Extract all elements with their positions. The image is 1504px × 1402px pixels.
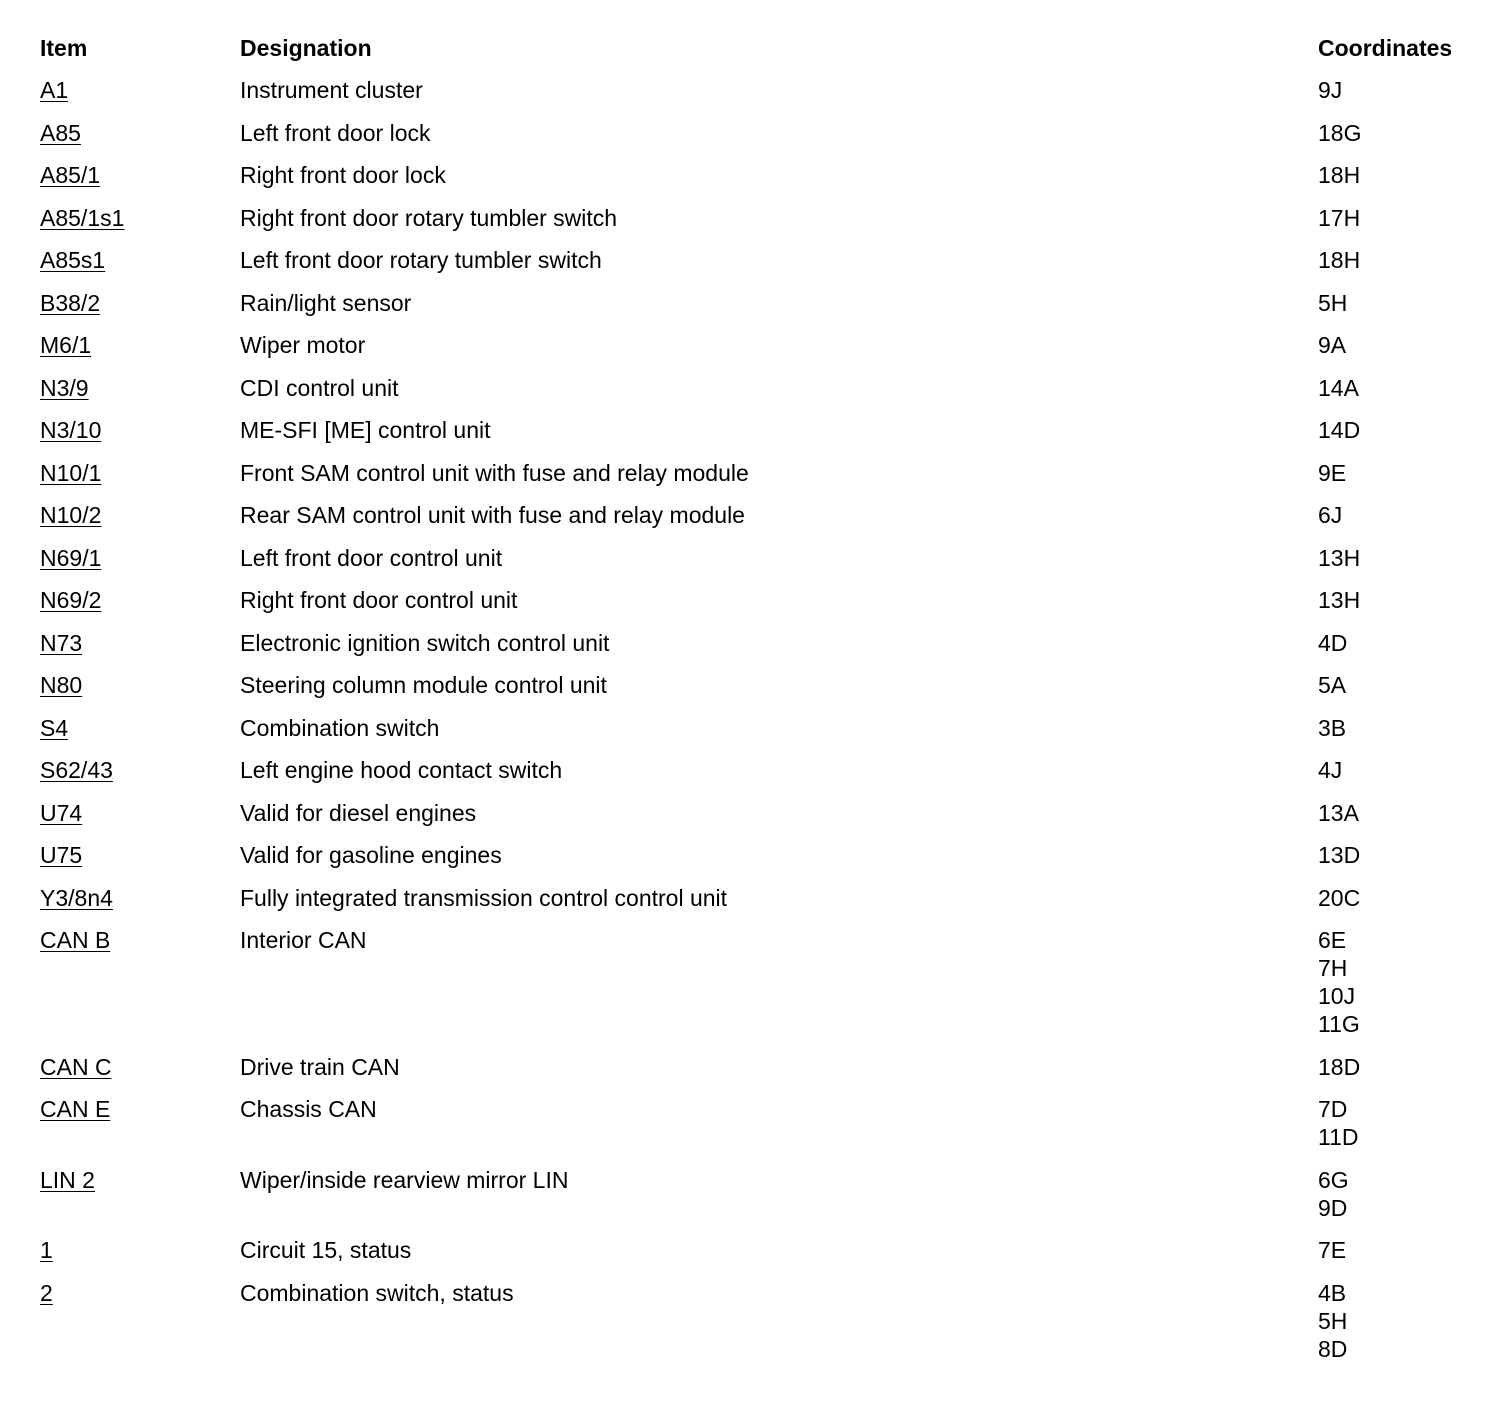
coordinate-value: 13H (1318, 544, 1361, 571)
item-link[interactable]: S4 (40, 714, 69, 741)
item-code (40, 501, 101, 529)
item-code (40, 289, 100, 317)
item-code (40, 459, 101, 487)
item-coordinates (1318, 501, 1342, 529)
item-code (40, 331, 91, 359)
item-code (40, 204, 124, 232)
header-coordinates: Coordinates (1318, 35, 1453, 61)
coordinate-value: 9J (1318, 77, 1343, 103)
item-link[interactable]: S62/43 (40, 757, 113, 783)
item-coordinates (1318, 799, 1359, 827)
coordinate-value: 5H (1318, 289, 1348, 316)
item-designation: Left front door control unit (240, 544, 503, 571)
coordinate-value: 13H (1318, 587, 1361, 613)
item-designation: Instrument cluster (240, 77, 423, 103)
item-code (40, 841, 82, 869)
item-coordinates (1318, 459, 1346, 487)
item-code (40, 544, 101, 572)
coordinate-value: 7H (1318, 955, 1348, 981)
coordinate-value: 7D (1318, 1096, 1348, 1122)
item-link[interactable]: 2 (40, 1279, 53, 1306)
item-coordinates (1318, 416, 1360, 444)
header-item: Item (40, 35, 88, 61)
coordinate-value: 8D (1318, 1335, 1348, 1362)
coordinate-value: 9D (1318, 1194, 1348, 1221)
item-link[interactable]: U74 (40, 799, 83, 826)
item-link[interactable]: N69/1 (40, 544, 102, 571)
item-code (40, 714, 68, 742)
item-designation: Valid for diesel engines (240, 799, 477, 826)
item-link[interactable]: N3/10 (40, 417, 102, 443)
coordinate-value: 3B (1318, 714, 1347, 741)
item-code (40, 119, 81, 147)
item-coordinates (1318, 246, 1360, 274)
item-code (40, 629, 82, 657)
item-code (40, 1236, 53, 1264)
coordinate-value: 4B (1318, 1279, 1347, 1306)
coordinate-value: 11G (1318, 1011, 1360, 1037)
item-coordinates (1318, 119, 1361, 147)
item-link[interactable]: CAN C (40, 1053, 112, 1080)
item-designation: Valid for gasoline engines (240, 842, 502, 868)
item-coordinates (1318, 331, 1346, 359)
item-designation: ME-SFI [ME] control unit (240, 417, 491, 443)
item-code (40, 586, 101, 614)
item-designation: Wiper/inside rearview mirror LIN (240, 1166, 569, 1193)
coordinate-value: 6J (1318, 502, 1343, 528)
coordinate-value: 10J (1318, 983, 1356, 1009)
coordinate-value: 9E (1318, 459, 1347, 486)
coordinate-value: 6G (1318, 1166, 1349, 1193)
item-link[interactable]: A85 (40, 119, 81, 146)
item-link[interactable]: Y3/8n4 (40, 884, 113, 911)
item-coordinates (1318, 1279, 1347, 1363)
item-designation: Interior CAN (240, 927, 367, 953)
item-coordinates (1318, 161, 1360, 189)
item-coordinates (1318, 1095, 1359, 1151)
item-coordinates (1318, 1166, 1349, 1222)
coordinate-value: 18D (1318, 1053, 1361, 1080)
header-designation: Designation (240, 35, 372, 61)
item-code (40, 1166, 95, 1194)
item-link[interactable]: N80 (40, 672, 83, 698)
item-designation: Rain/light sensor (240, 289, 412, 316)
coordinate-value: 14A (1318, 374, 1359, 401)
item-code (40, 926, 110, 954)
coordinate-value: 7E (1318, 1237, 1347, 1263)
item-link[interactable]: U75 (40, 842, 83, 868)
coordinate-value: 18G (1318, 119, 1362, 146)
coordinate-value: 5A (1318, 672, 1347, 698)
item-designation: Left front door lock (240, 119, 431, 146)
item-code (40, 246, 105, 274)
item-link[interactable]: N69/2 (40, 587, 102, 613)
item-designation: CDI control unit (240, 374, 399, 401)
item-link[interactable]: N73 (40, 629, 83, 656)
item-link[interactable]: CAN B (40, 927, 111, 953)
item-designation: Left engine hood contact switch (240, 757, 563, 783)
item-designation: Steering column module control unit (240, 672, 607, 698)
item-code (40, 671, 82, 699)
item-designation: Wiper motor (240, 332, 366, 358)
item-coordinates (1318, 204, 1360, 232)
coordinate-value: 6E (1318, 927, 1347, 953)
coordinate-value: 11D (1318, 1124, 1359, 1150)
item-code (40, 1095, 110, 1123)
item-code (40, 884, 113, 912)
item-coordinates (1318, 629, 1347, 657)
item-code (40, 799, 82, 827)
item-link[interactable]: A85/1 (40, 162, 101, 188)
item-designation: Fully integrated transmission control control unit (240, 884, 728, 911)
item-coordinates (1318, 884, 1360, 912)
item-designation: Electronic ignition switch control unit (240, 629, 610, 656)
item-link[interactable]: M6/1 (40, 332, 92, 358)
item-coordinates (1318, 544, 1360, 572)
item-designation: Right front door rotary tumbler switch (240, 204, 618, 231)
coordinate-value: 13A (1318, 799, 1359, 826)
coordinate-value: 17H (1318, 204, 1361, 231)
item-designation: Right front door control unit (240, 587, 518, 613)
item-designation: Combination switch (240, 714, 440, 741)
item-coordinates (1318, 1236, 1346, 1264)
item-link[interactable]: A85s1 (40, 247, 106, 273)
item-designation: Right front door lock (240, 162, 446, 188)
item-link[interactable]: A1 (40, 77, 69, 103)
item-designation: Rear SAM control unit with fuse and relay module (240, 502, 745, 528)
item-coordinates (1318, 756, 1342, 784)
item-code (40, 76, 68, 104)
item-coordinates (1318, 586, 1360, 614)
item-coordinates (1318, 1053, 1360, 1081)
coordinate-value: 18H (1318, 247, 1361, 273)
coordinate-value: 13D (1318, 842, 1361, 868)
item-designation: Front SAM control unit with fuse and relay module (240, 459, 749, 486)
coordinate-value: 14D (1318, 417, 1361, 443)
item-designation: Combination switch, status (240, 1279, 514, 1306)
coordinate-value: 18H (1318, 162, 1361, 188)
item-coordinates (1318, 926, 1360, 1038)
item-code (40, 416, 101, 444)
item-designation: Drive train CAN (240, 1053, 400, 1080)
item-code (40, 374, 89, 402)
item-link[interactable]: A85/1s1 (40, 204, 125, 231)
item-link[interactable]: N3/9 (40, 374, 89, 401)
coordinate-value: 4J (1318, 757, 1343, 783)
item-designation: Circuit 15, status (240, 1237, 412, 1263)
coordinate-value: 5H (1318, 1307, 1348, 1334)
item-link[interactable]: 1 (40, 1237, 53, 1263)
item-designation: Left front door rotary tumbler switch (240, 247, 602, 273)
item-code (40, 161, 100, 189)
item-coordinates (1318, 714, 1346, 742)
coordinate-value: 20C (1318, 884, 1361, 911)
item-code (40, 1053, 112, 1081)
item-coordinates (1318, 841, 1360, 869)
item-code (40, 756, 113, 784)
item-designation: Chassis CAN (240, 1096, 377, 1122)
item-coordinates (1318, 76, 1342, 104)
item-link[interactable]: N10/2 (40, 502, 102, 528)
item-link[interactable]: CAN E (40, 1096, 111, 1122)
item-coordinates (1318, 374, 1359, 402)
item-link[interactable]: LIN 2 (40, 1166, 95, 1193)
item-link[interactable]: B38/2 (40, 289, 101, 316)
header-row (0, 34, 1504, 62)
item-code (40, 1279, 53, 1307)
coordinate-value: 9A (1318, 332, 1347, 358)
item-coordinates (1318, 671, 1346, 699)
coordinate-value: 4D (1318, 629, 1348, 656)
item-link[interactable]: N10/1 (40, 459, 102, 486)
item-coordinates (1318, 289, 1347, 317)
